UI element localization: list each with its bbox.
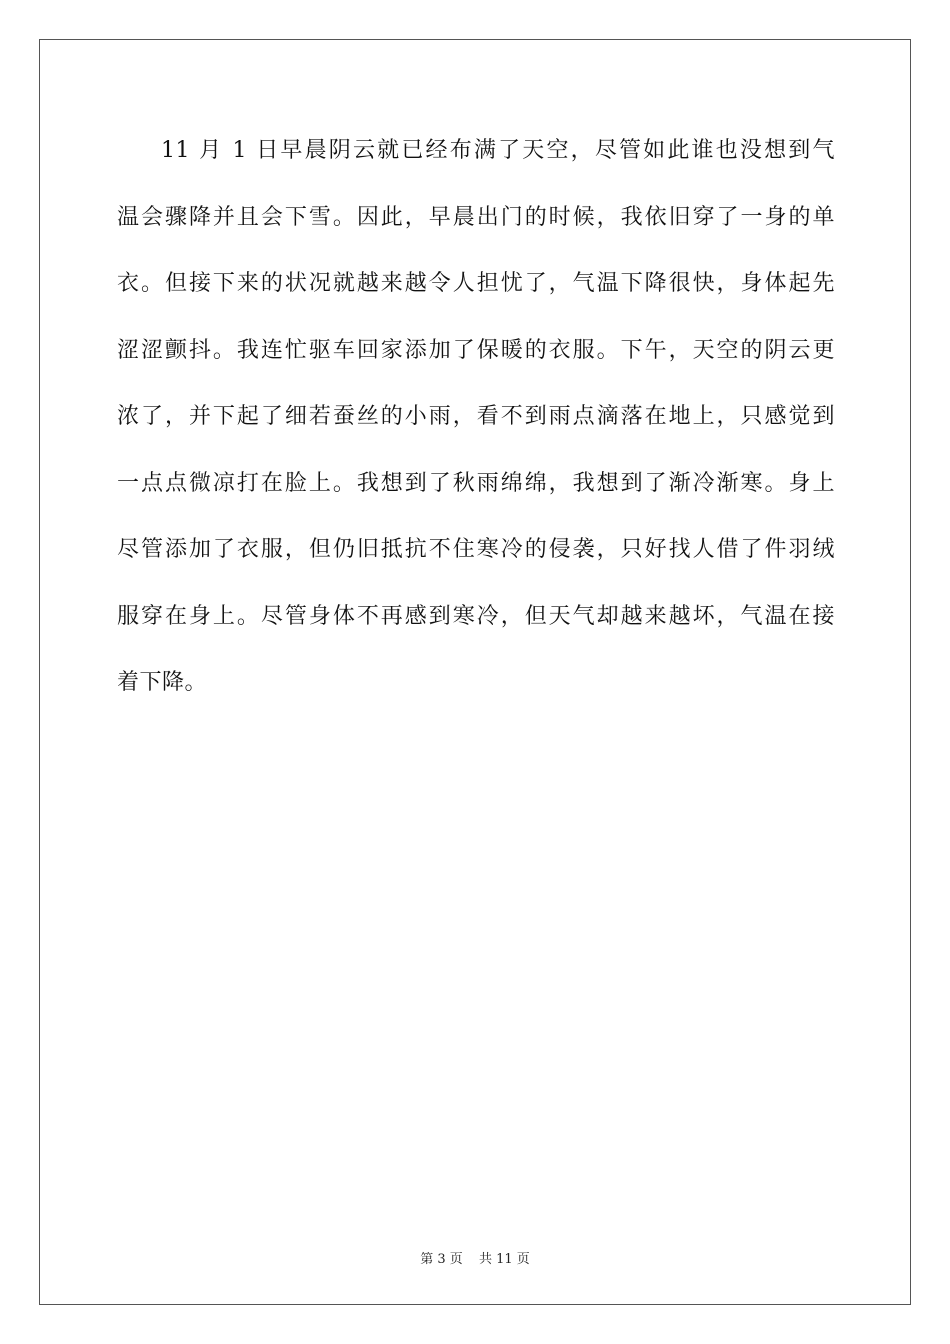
page-footer [0, 1248, 950, 1267]
text-line-5: 浓了，并下起了细若蚕丝的小雨，看不到雨点滴落在地上，只感觉到 [117, 404, 835, 429]
text-line-4: 涩涩颤抖。我连忙驱车回家添加了保暖的衣服。下午，天空的阴云更 [117, 337, 835, 363]
text-line-3: 衣。但接下来的状况就越来越令人担忧了，气温下降很快，身体起先 [117, 271, 835, 296]
text-line-8: 服穿在身上。尽管身体不再感到寒冷，但天气却越来越坏，气温在接 [117, 603, 835, 629]
text-line-6: 一点点微凉打在脸上。我想到了秋雨绵绵，我想到了渐冷渐寒。身上 [117, 470, 835, 496]
page-number: 第 3 页 [420, 1252, 463, 1267]
body-paragraph [117, 118, 835, 717]
text-line-1: 11 月 1 日早晨阴云就已经布满了天空，尽管如此谁也没想到气 [161, 138, 835, 163]
text-line-7: 尽管添加了衣服，但仍旧抵抗不住寒冷的侵袭，只好找人借了件羽绒 [117, 537, 835, 562]
text-line-2: 温会骤降并且会下雪。因此，早晨出门的时候，我依旧穿了一身的单 [117, 204, 835, 230]
text-line-9: 着下降。 [117, 670, 208, 695]
page-total: 共 11 页 [478, 1252, 530, 1267]
